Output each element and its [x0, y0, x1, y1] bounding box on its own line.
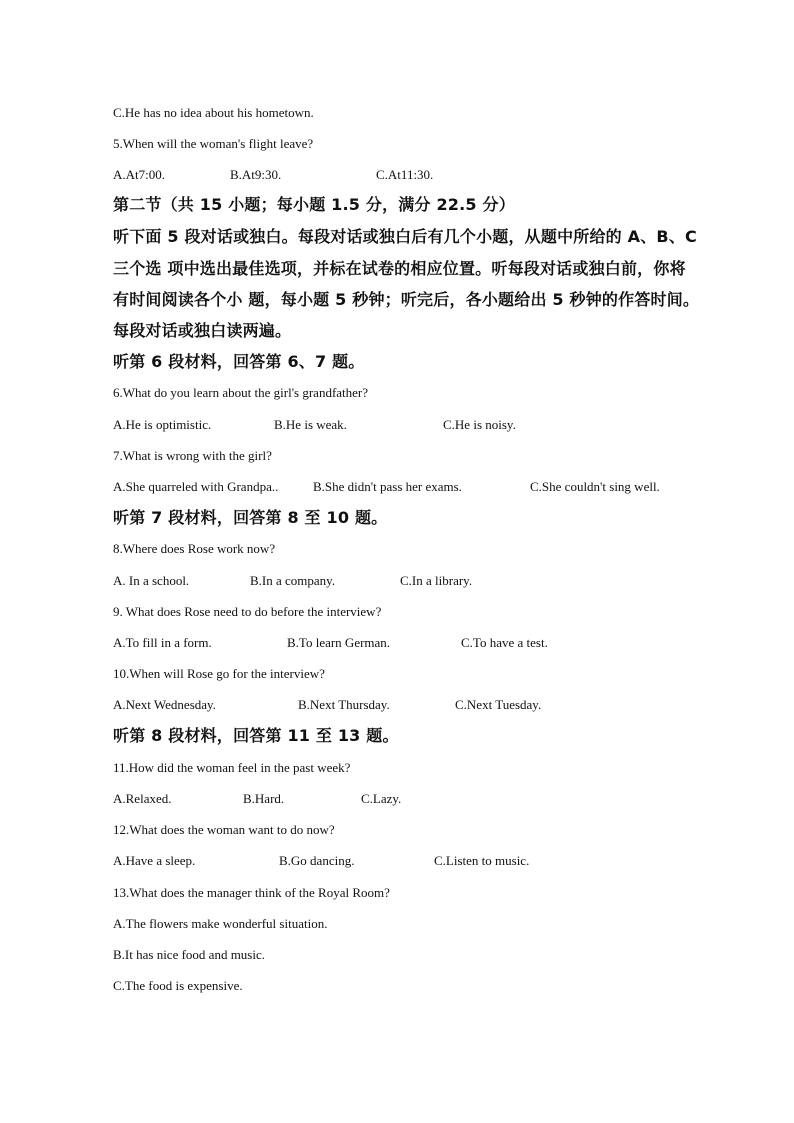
q12-option-b: B.Go dancing.: [279, 853, 355, 868]
q11-option-c: C.Lazy.: [361, 791, 402, 806]
q8-option-a: A. In a school.: [113, 573, 190, 588]
q9-question: 9. What does Rose need to do before the interview?: [113, 604, 382, 619]
q9-option-c: C.To have a test.: [461, 635, 548, 650]
q13-option-a: A.The flowers make wonderful situation.: [113, 916, 328, 931]
q13-option-b: B.It has nice food and music.: [113, 947, 265, 962]
q10-option-b: B.Next Thursday.: [298, 697, 390, 712]
material7-heading: 听第 7 段材料，回答第 8 至 10 题。: [113, 508, 388, 527]
q13-question: 13.What does the manager think of the Royal Room?: [113, 885, 390, 900]
q11-question: 11.How did the woman feel in the past week?: [113, 760, 351, 775]
q6-option-b: B.He is weak.: [274, 417, 347, 432]
q6-option-c: C.He is noisy.: [443, 417, 516, 432]
q11-option-a: A.Relaxed.: [113, 791, 172, 806]
q7-option-c: C.She couldn't sing well.: [530, 479, 660, 494]
q8-question: 8.Where does Rose work now?: [113, 541, 276, 556]
q9-option-b: B.To learn German.: [287, 635, 391, 650]
q12-question: 12.What does the woman want to do now?: [113, 822, 335, 837]
q5-option-c: C.At11:30.: [376, 167, 434, 182]
q13-option-c: C.The food is expensive.: [113, 978, 243, 993]
q9-option-a: A.To fill in a form.: [113, 635, 212, 650]
section2-heading: 第二节（共 15 小题；每小题 1.5 分，满分 22.5 分）: [113, 195, 515, 214]
q8-option-b: B.In a company.: [250, 573, 336, 588]
q4-option-c: C.He has no idea about his hometown.: [113, 105, 314, 120]
q10-question: 10.When will Rose go for the interview?: [113, 666, 325, 681]
section2-instruction-line: 三个选 项中选出最佳选项，并标在试卷的相应位置。听每段对话或独白前，你将: [113, 259, 686, 278]
q7-option-b: B.She didn't pass her exams.: [313, 479, 462, 494]
material8-heading: 听第 8 段材料，回答第 11 至 13 题。: [113, 726, 399, 745]
q5-question: 5.When will the woman's flight leave?: [113, 136, 314, 151]
q11-option-b: B.Hard.: [243, 791, 285, 806]
q7-option-a: A.She quarreled with Grandpa..: [113, 479, 279, 494]
q6-option-a: A.He is optimistic.: [113, 417, 212, 432]
section2-instruction-line: 每段对话或独白读两遍。: [113, 321, 292, 340]
section2-instruction-line: 听下面 5 段对话或独白。每段对话或独白后有几个小题，从题中所给的 A、B、C: [113, 227, 697, 246]
q12-option-c: C.Listen to music.: [434, 853, 530, 868]
q7-question: 7.What is wrong with the girl?: [113, 448, 272, 463]
section2-instruction-line: 有时间阅读各个小 题，每小题 5 秒钟；听完后，各小题给出 5 秒钟的作答时间。: [113, 290, 700, 309]
material6-heading: 听第 6 段材料，回答第 6、7 题。: [113, 352, 365, 371]
q12-option-a: A.Have a sleep.: [113, 853, 196, 868]
q10-option-a: A.Next Wednesday.: [113, 697, 216, 712]
q5-option-a: A.At7:00.: [113, 167, 165, 182]
q5-option-b: B.At9:30.: [230, 167, 282, 182]
q6-question: 6.What do you learn about the girl's grandfather?: [113, 385, 369, 400]
q8-option-c: C.In a library.: [400, 573, 473, 588]
q10-option-c: C.Next Tuesday.: [455, 697, 542, 712]
